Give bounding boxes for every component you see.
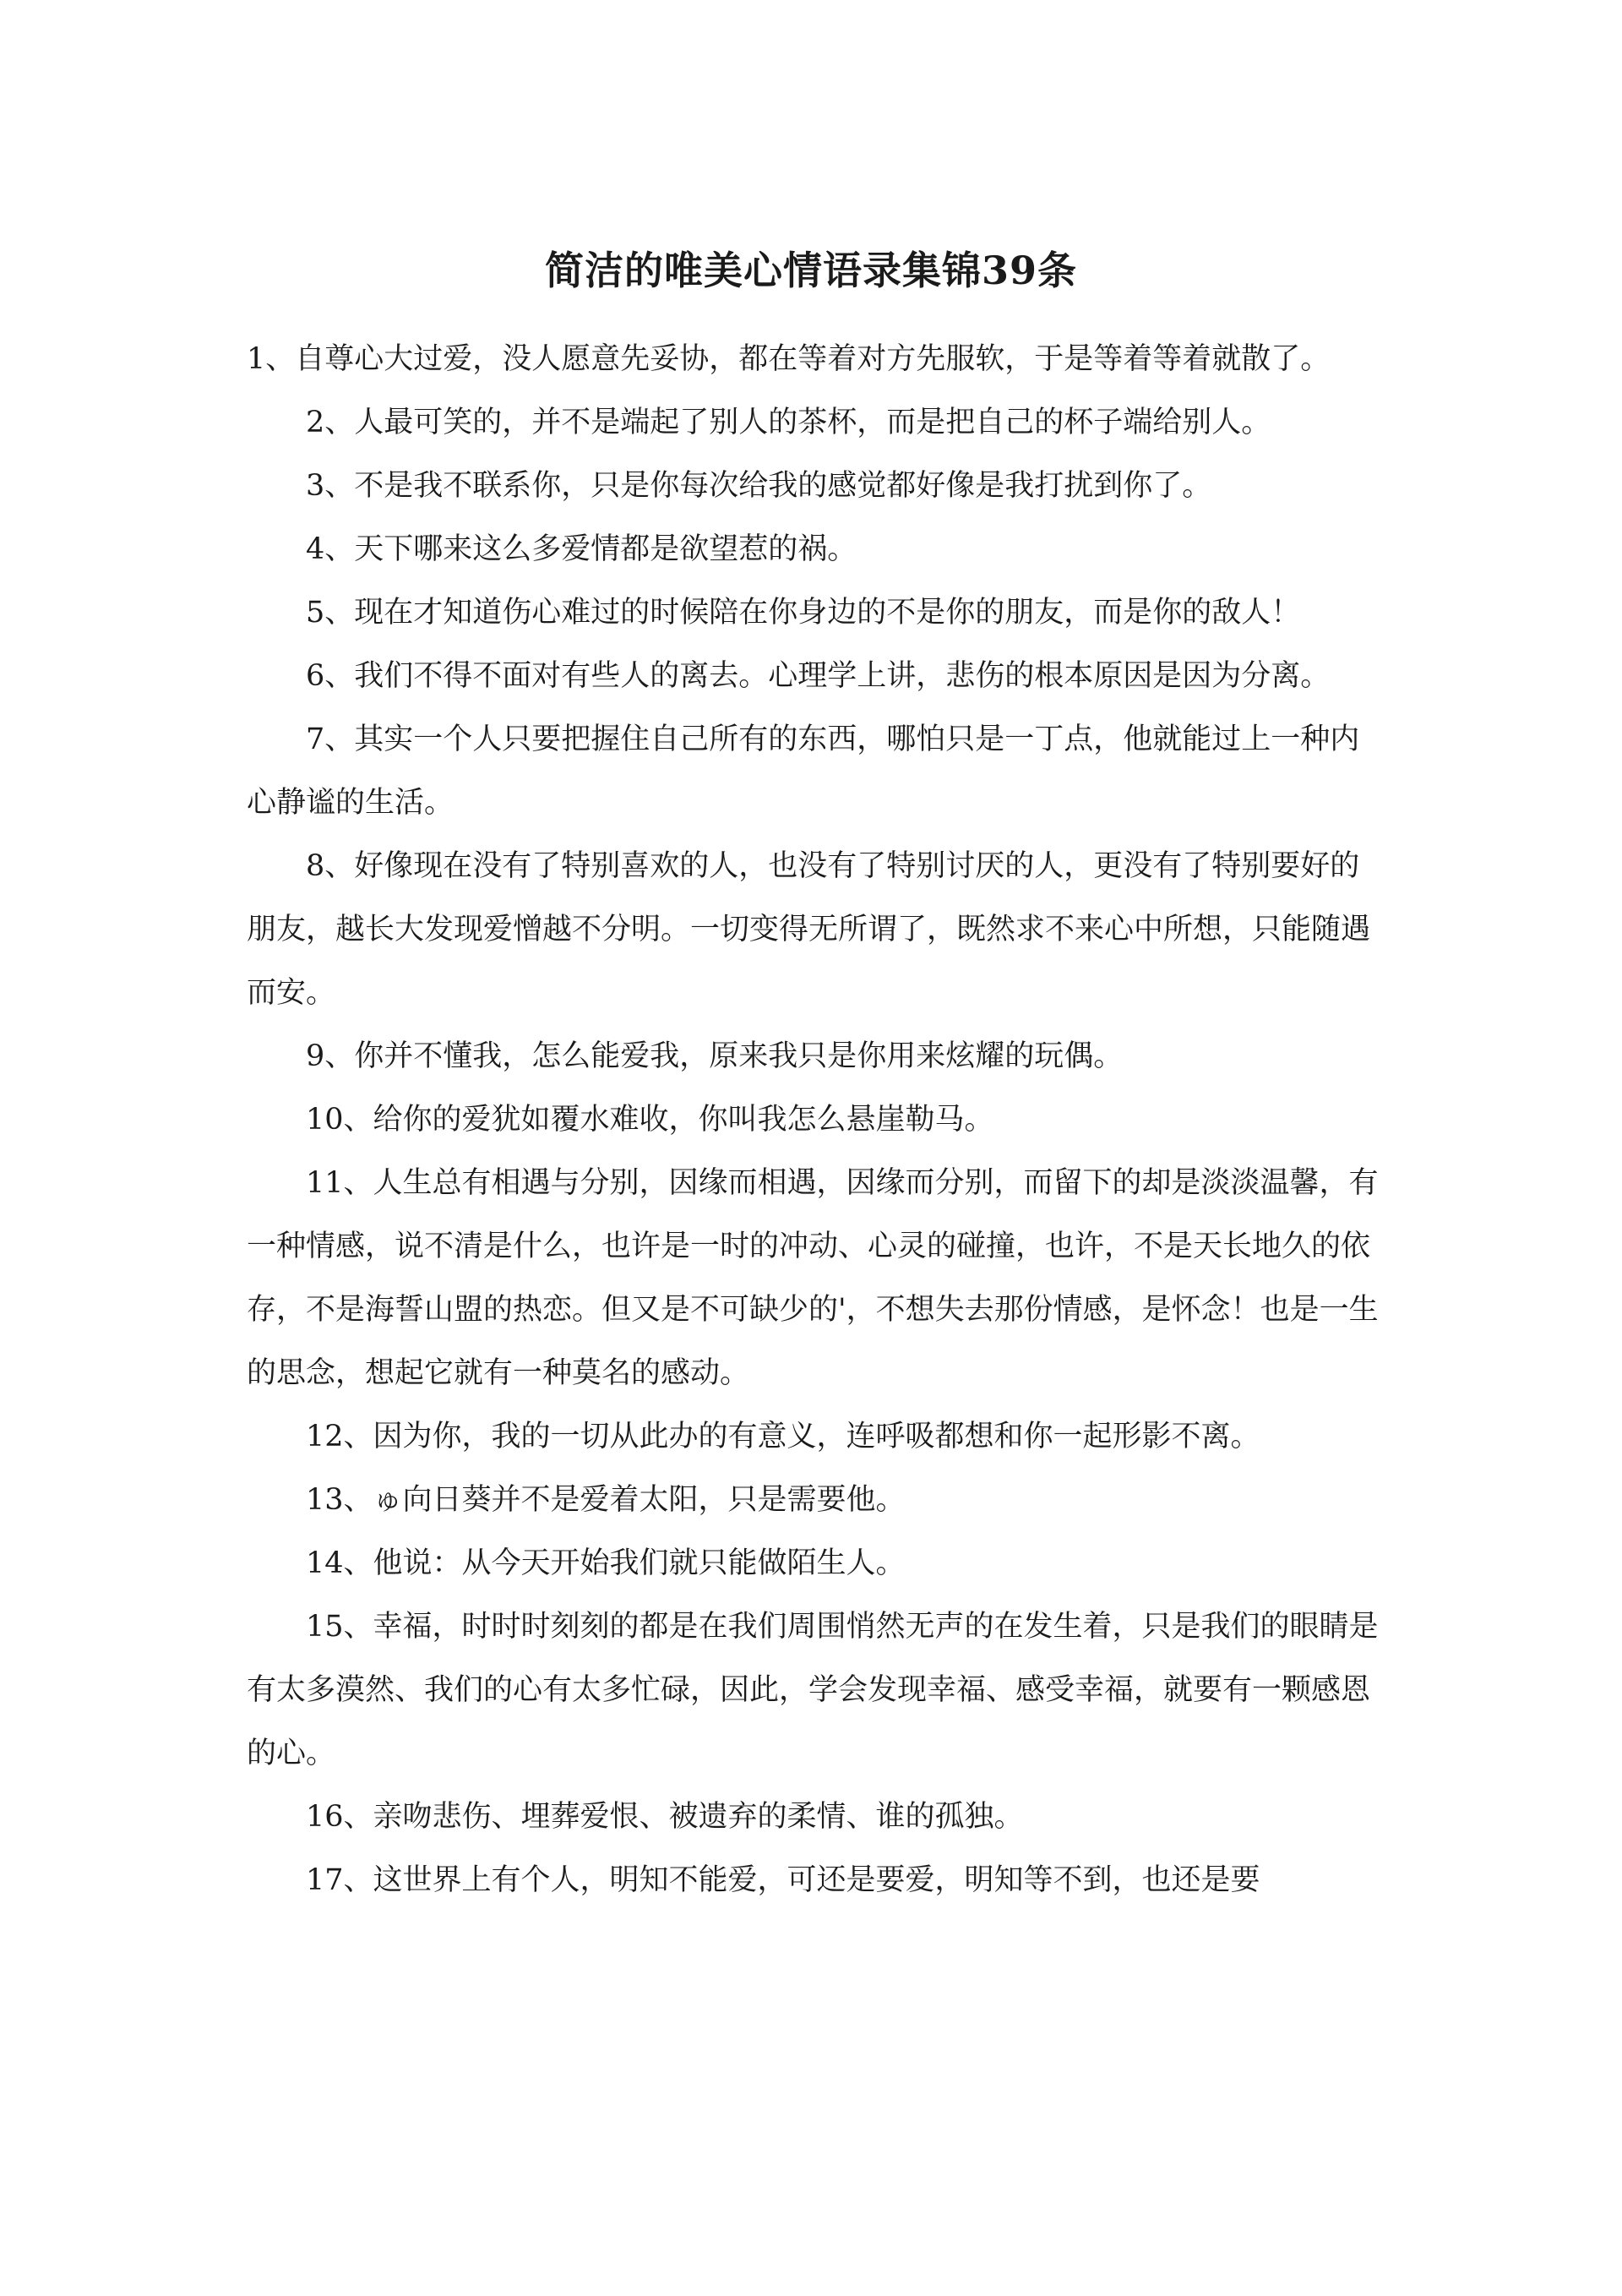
paragraph: 6、我们不得不面对有些人的离去。心理学上讲，悲伤的根本原因是因为分离。 bbox=[306, 659, 1331, 693]
paragraph: 4、天下哪来这么多爱情都是欲望惹的祸。 bbox=[306, 532, 857, 566]
paragraph: 1、自尊心大过爱，没人愿意先妥协，都在等着对方先服软，于是等着等着就散了。 bbox=[247, 342, 1331, 376]
paragraph: 5、现在才知道伤心难过的时候陪在你身边的不是你的朋友，而是你的敌人！ bbox=[306, 596, 1301, 630]
paragraph: 12、因为你，我的一切从此办的有意义，连呼吸都想和你一起形影不离。 bbox=[306, 1420, 1260, 1453]
document-title: 简洁的唯美心情语录集锦39条 bbox=[544, 248, 1077, 293]
paragraph: 7、其实一个人只要把握住自己所有的东西，哪怕只是一丁点，他就能过上一种内心静谧的生活。 bbox=[247, 723, 1360, 820]
paragraph: 2、人最可笑的，并不是端起了别人的茶杯，而是把自己的杯子端给别人。 bbox=[306, 406, 1271, 439]
paragraph: 17、这世界上有个人，明知不能爱，可还是要爱，明知等不到，也还是要 bbox=[306, 1863, 1260, 1897]
paragraph: 11、人生总有相遇与分别，因缘而相遇，因缘而分别，而留下的却是淡淡温馨，有一种情感，说不清是什么，也许是一时的冲动、心灵的碰撞，也许，不是天长地久的依存，不是海誓山盟的热恋。但又是不可缺少的'，不想失去那份情感，是怀念！也是一生的思念，想起它就有一种莫名的感动。 bbox=[247, 1166, 1379, 1390]
paragraph: 15、幸福，时时时刻刻的都是在我们周围悄然无声的在发生着，只是我们的眼睛是有太多漠然、我们的心有太多忙碌，因此，学会发现幸福、感受幸福，就要有一颗感恩的心。 bbox=[247, 1610, 1379, 1770]
paragraph: 8、好像现在没有了特别喜欢的人，也没有了特别讨厌的人，更没有了特别要好的朋友，越长大发现爱憎越不分明。一切变得无所谓了，既然求不来心中所想，只能随遇而安。 bbox=[247, 849, 1371, 1010]
paragraph: 16、亲吻悲伤、埋葬爱恨、被遗弃的柔情、谁的孤独。 bbox=[306, 1800, 1024, 1834]
document-body bbox=[247, 328, 1379, 1912]
paragraph: 14、他说：从今天开始我们就只能做陌生人。 bbox=[306, 1546, 906, 1580]
paragraph: 3、不是我不联系你，只是你每次给我的感觉都好像是我打扰到你了。 bbox=[306, 469, 1212, 503]
paragraph: 13、ゅ向日葵并不是爱着太阳，只是需要他。 bbox=[306, 1483, 906, 1517]
paragraph: 9、你并不懂我，怎么能爱我，原来我只是你用来炫耀的玩偶。 bbox=[306, 1039, 1124, 1073]
paragraph: 10、给你的爱犹如覆水难收，你叫我怎么悬崖勒马。 bbox=[306, 1103, 994, 1137]
